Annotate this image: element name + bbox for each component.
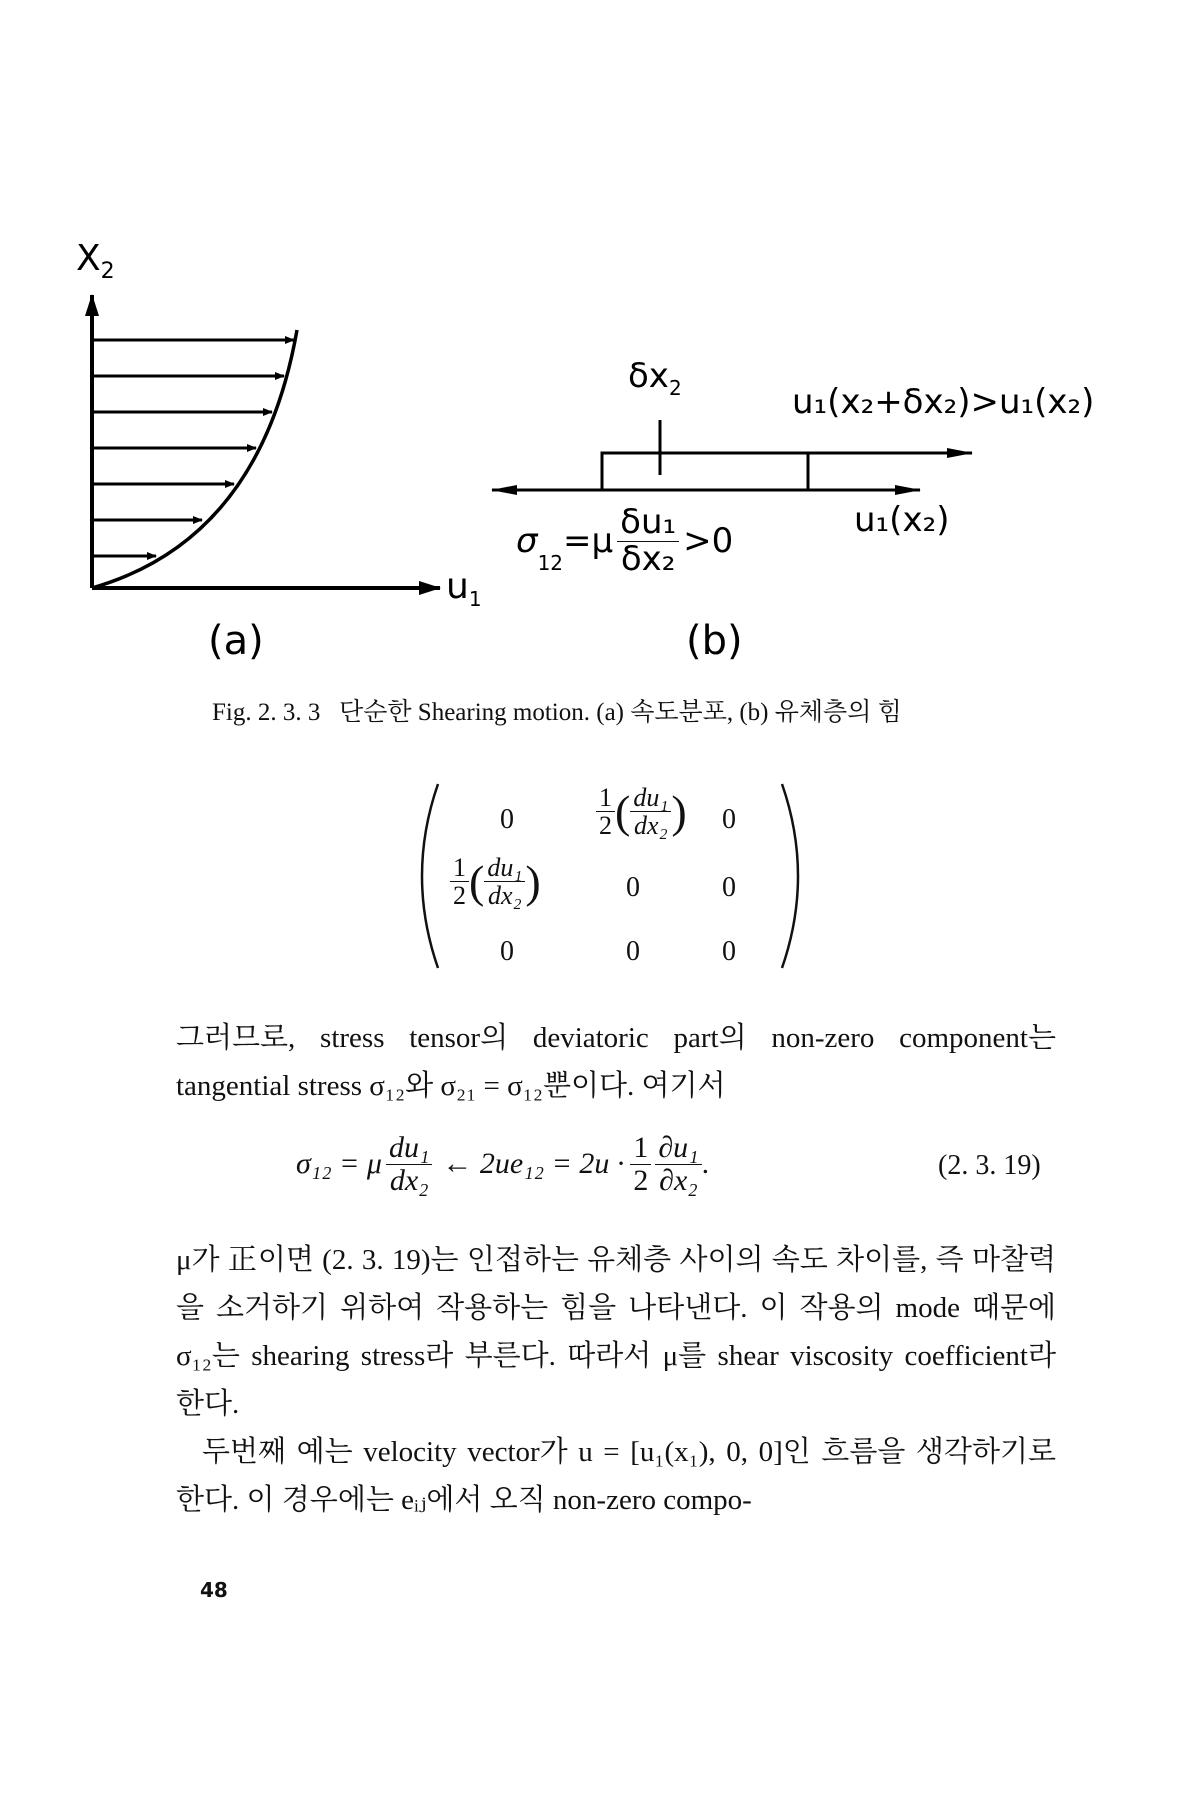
equation-number: (2. 3. 19) <box>938 1150 1041 1181</box>
matrix-cell: 0 <box>722 804 736 835</box>
strain-rate-matrix <box>410 776 810 976</box>
top-velocity-label: u₁(x₂+δx₂)>u₁(x₂) <box>792 382 1095 422</box>
matrix-cell: $\frac{1}{2}$ ( $\frac{\text{du₁}}{\text{dx₂}}$ ) <box>596 784 687 840</box>
bottom-velocity-label: u₁(x₂) <box>854 500 950 540</box>
matrix-cell: 0 <box>722 936 736 967</box>
matrix-cell: $\frac{1}{2}$ ( $\frac{\text{du₁}}{\text{dx₂}}$ ) <box>450 854 541 910</box>
paragraph-viscosity: μ가 正이면 (2. 3. 19)는 인접하는 유체층 사이의 속도 차이를, 즉 마찰력을 소거하기 위하여 작용하는 힘을 나타낸다. 이 작용의 mode 때문에 σ₁₂는 shearing stress라 부른다. 따라서 μ를 shear viscosity coefficient라 한다. <box>176 1244 1056 1420</box>
matrix-cell: 0 <box>626 872 640 903</box>
fluid-element-box <box>602 453 808 490</box>
figure-caption: Fig. 2. 3. 3 단순한 Shearing motion. (a) 속도분포, (b) 유체층의 힘 <box>212 699 902 726</box>
stress-fraction: $\frac{\text{δu₁}}{\text{δx₂}}$ <box>617 505 679 577</box>
matrix-cell: 0 <box>500 804 514 835</box>
paragraph-deviatoric-part: 그러므로, stress tensor의 deviatoric part의 non-zero component는 tangential stress σ₁₂와 σ₂₁ = σ₁₂뿐이다. 여기서 <box>176 1022 1056 1102</box>
paragraph-second-example: 두번째 예는 velocity vector가 u = [u₁(x₁), 0, 0]인 흐름을 생각하기로 한다. 이 경우에는 eᵢⱼ에서 오직 non-zero compo- <box>176 1436 1056 1516</box>
figure-a-label: (a) <box>208 618 264 664</box>
axis-x2-label: $X_2$ <box>76 238 115 285</box>
figure-a-velocity-profile <box>70 240 500 680</box>
figure-b-label: (b) <box>686 618 743 664</box>
shear-stress-expression: σ $_{12}$ =μ $\frac{\text{δu₁}}{\text{δx₂}}$ >0 <box>516 502 734 579</box>
page-number: 48 <box>200 1578 228 1602</box>
dx2-label: $\delta x_2$ <box>628 356 682 400</box>
equation-2-3-19: σ₁₂ = μ $\frac{\text{du₁}}{\text{dx₂}}$ ← 2ue₁₂ = 2u · $\frac{1}{2}$ $\frac{\text{∂u₁}}{\text{∂x₂}}$ . <box>296 1131 710 1197</box>
matrix-cell: 0 <box>500 936 514 967</box>
matrix-cell: 0 <box>722 872 736 903</box>
velocity-profile-curve <box>92 330 297 588</box>
matrix-cell: 0 <box>626 936 640 967</box>
axis-u1-label: $u_1$ <box>446 566 482 612</box>
